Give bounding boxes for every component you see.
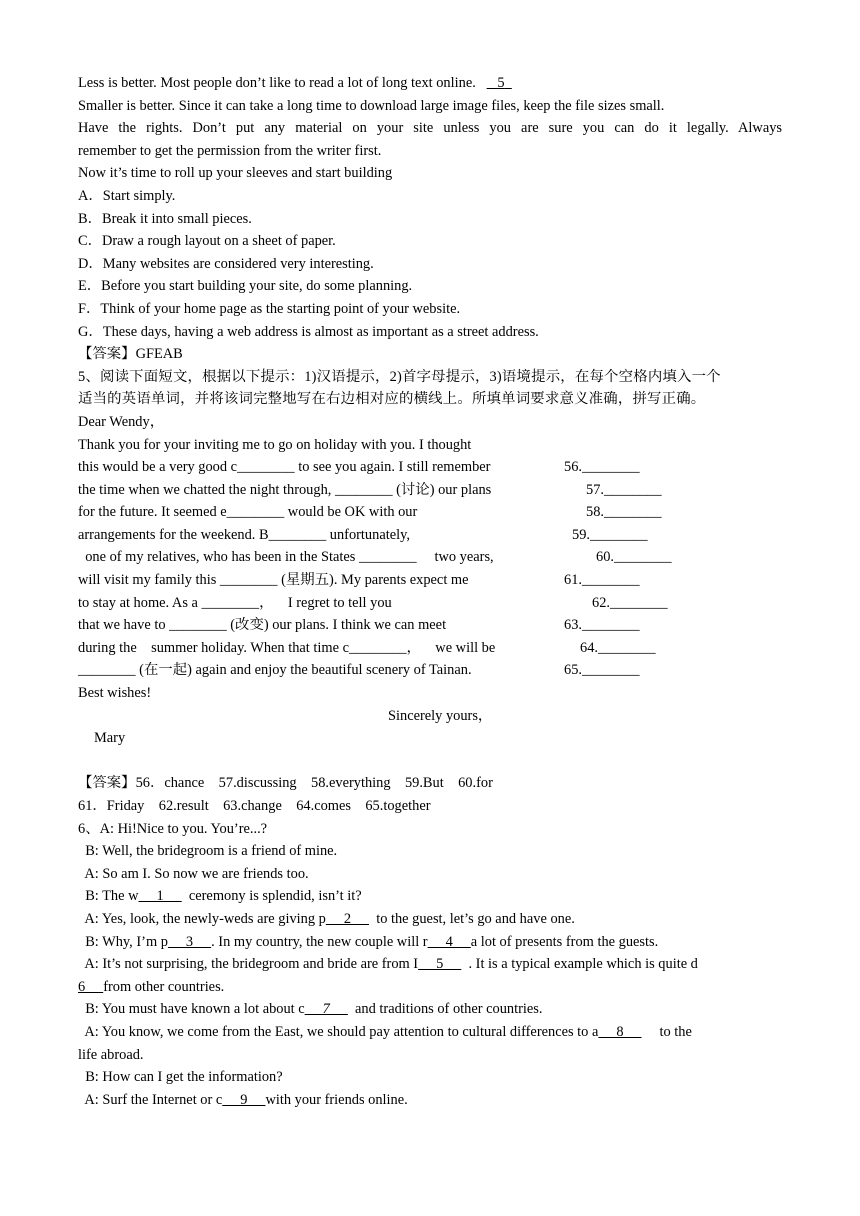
dialogue-line: B: Well, the bridegroom is a friend of mine. xyxy=(78,843,338,860)
answer-blank: 3 xyxy=(167,933,212,950)
instruction-line: 5、阅读下面短文，根据以下提示：1)汉语提示，2)首字母提示，3)语境提示，在每个空格内填入一个 xyxy=(78,368,721,385)
question-heading: 6、A: Hi!Nice to you. You’re...? xyxy=(78,820,268,837)
letter-row: to stay at home. As a ________， I regret to tell you 62.________ xyxy=(78,592,782,615)
answer-slot: 62.________ xyxy=(592,594,668,611)
dialogue-line: A: So am I. So now we are friends too. xyxy=(78,865,309,882)
document-page xyxy=(78,72,782,1111)
answer-blank: 5 xyxy=(418,956,462,973)
letter-row: that we have to ________ (改变) our plans. I think we can meet 63.________ xyxy=(78,614,782,637)
letter-greeting: Dear Wendy， xyxy=(78,413,165,430)
option-f: F．Think of your home page as the starting point of your website. xyxy=(78,300,461,317)
dialogue-line: 6 from other countries. xyxy=(78,978,225,995)
answer-slot: 59.________ xyxy=(572,526,648,543)
letter-signoff: Sincerely yours， xyxy=(388,707,493,724)
letter-row: this would be a very good c________ to see you again. I still remember 56.________ xyxy=(78,456,782,479)
option-g: G．These days, having a web address is almost as important as a street address. xyxy=(78,323,539,340)
instruction-line: 适当的英语单词，并将该词完整地写在右边相对应的横线上。所填单词要求意义准确，拼写正确。 xyxy=(78,391,706,408)
option-b: B．Break it into small pieces. xyxy=(78,210,252,227)
option-d: D．Many websites are considered very interesting. xyxy=(78,255,374,272)
answer-slot: 58.________ xyxy=(586,504,662,521)
option-e: E．Before you start building your site, do some planning. xyxy=(78,278,413,295)
answer-blank: 5 xyxy=(497,75,505,91)
answer-slot: 56.________ xyxy=(564,459,640,476)
option-c: C．Draw a rough layout on a sheet of paper. xyxy=(78,233,336,250)
letter-row: arrangements for the weekend. B________ unfortunately, 59.________ xyxy=(78,524,782,547)
answer-key: 61．Friday 62.result 63.change 64.comes 65.together xyxy=(78,798,431,814)
answer-blank: 2 xyxy=(325,910,369,927)
passage-line: Now it’s time to roll up your sleeves and start building xyxy=(78,165,393,182)
letter-row: during the summer holiday. When that time c________， we will be 64.________ xyxy=(78,637,782,660)
answer-slot: 57.________ xyxy=(586,481,662,498)
letter-row: for the future. It seemed e________ would be OK with our 58.________ xyxy=(78,501,782,524)
answer-key: 【答案】56．chance 57.discussing 58.everything 59.But 60.for xyxy=(78,775,493,792)
dialogue-line: A: It’s not surprising, the bridegroom and bride are from I 5 . It is a typical example which is quite d xyxy=(78,956,698,973)
letter-row: ________ (在一起) again and enjoy the beautiful scenery of Tainan. 65.________ xyxy=(78,659,782,682)
answer-blank: 1 xyxy=(138,888,182,905)
letter-row: will visit my family this ________ (星期五). My parents expect me 61.________ xyxy=(78,569,782,592)
dialogue-line: B: How can I get the information? xyxy=(78,1069,283,1086)
answer-blank: 9 xyxy=(222,1091,266,1108)
answer-blank: 4 xyxy=(427,933,471,950)
dialogue-line: A: You know, we come from the East, we should pay attention to cultural differences to a 8 to the xyxy=(78,1023,692,1040)
dialogue-line: A: Surf the Internet or c 9 with your friends online. xyxy=(78,1091,408,1108)
dialogue-line: B: You must have known a lot about c 7 and traditions of other countries. xyxy=(78,1001,543,1018)
letter-signature: Mary xyxy=(94,730,126,747)
dialogue-line: A: Yes, look, the newly-weds are giving p 2 to the guest, let’s go and have one. xyxy=(78,910,575,927)
passage-line: Less is better. Most people don’t like to read a lot of long text online. 5 xyxy=(78,72,782,95)
answer-slot: 61.________ xyxy=(564,572,640,589)
letter-closing: Best wishes! xyxy=(78,685,152,702)
option-a: A．Start simply. xyxy=(78,187,176,204)
passage-line: Smaller is better. Since it can take a long time to download large image files, keep the file sizes small. xyxy=(78,97,665,114)
dialogue-line: B: The w 1 ceremony is splendid, isn’t it? xyxy=(78,888,362,905)
dialogue-line: B: Why, I’m p 3 . In my country, the new couple will r 4 a lot of presents from the guests. xyxy=(78,933,659,950)
dialogue-line: life abroad. xyxy=(78,1046,144,1063)
answer-slot: 64.________ xyxy=(580,639,656,656)
answer-slot: 60.________ xyxy=(596,549,672,566)
passage-line: Have the rights. Don’t put any material on your site unless you are sure you can do it legally. Always xyxy=(78,120,782,137)
passage-line: remember to get the permission from the writer first. xyxy=(78,142,382,159)
answer-key: 【答案】GFEAB xyxy=(78,346,183,363)
answer-blank: 6 xyxy=(78,978,104,995)
spacer xyxy=(78,750,782,773)
answer-slot: 65.________ xyxy=(564,662,640,679)
letter-line: Thank you for your inviting me to go on holiday with you. I thought xyxy=(78,436,472,453)
answer-slot: 63.________ xyxy=(564,617,640,634)
letter-row: the time when we chatted the night through, ________ (讨论) our plans 57.________ xyxy=(78,479,782,502)
letter-row: one of my relatives, who has been in the States ________ two years, 60.________ xyxy=(78,546,782,569)
answer-blank: 7 xyxy=(304,1001,348,1018)
answer-blank: 8 xyxy=(598,1023,642,1040)
